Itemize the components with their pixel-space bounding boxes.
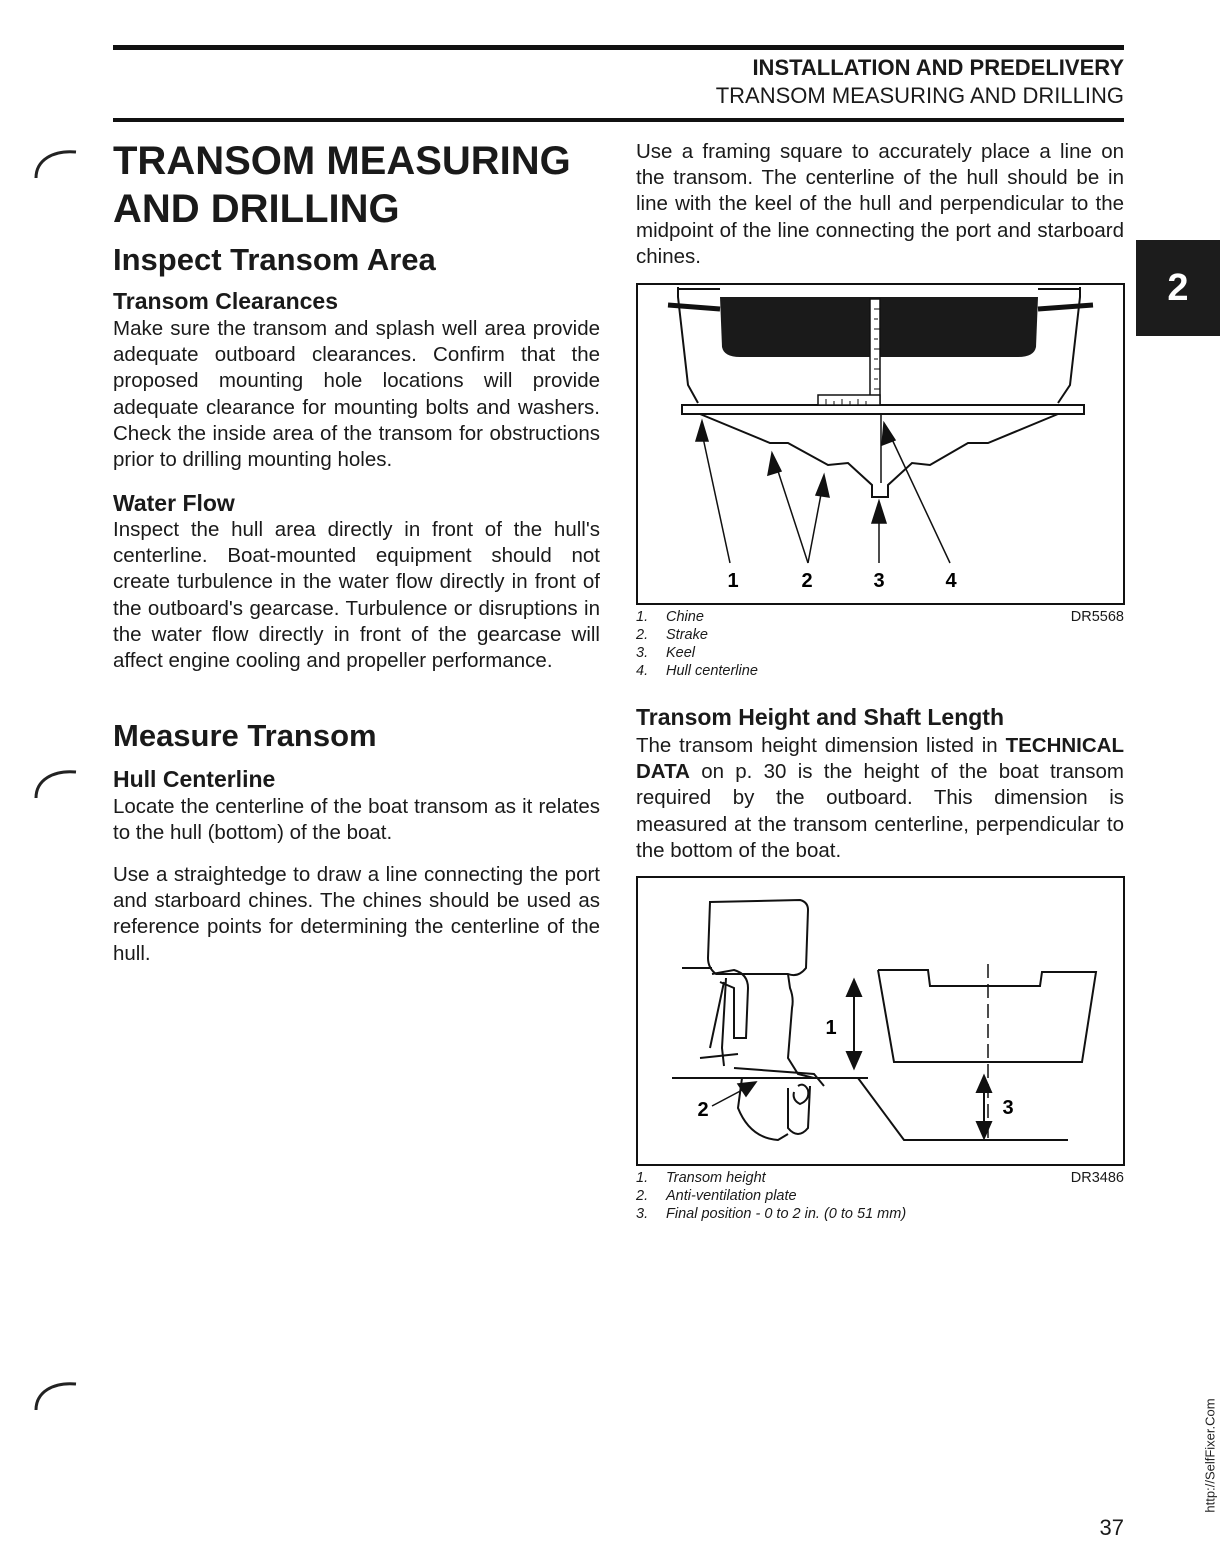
transom-height-figure [636,876,1125,1166]
figure2-code: DR3486 [1070,1170,1124,1186]
punch-hole-mark [28,1372,98,1412]
header-top-rule [113,45,1124,50]
callout-2-arrow [712,1082,756,1106]
waterflow-heading: Water Flow [113,490,235,516]
hull-diagram [638,285,1123,603]
outboard-motor-outline [700,900,824,1140]
inspect-heading: Inspect Transom Area [113,242,436,277]
page-title: TRANSOM MEASURING AND DRILLING [113,139,571,231]
caption-item: 1. Chine [636,609,704,625]
hull-bottom-outline [700,414,1058,497]
chapter-tab: 2 [1136,240,1220,336]
punch-hole-mark [28,760,98,800]
header-subsection: TRANSOM MEASURING AND DRILLING [715,83,1124,108]
punch-hole-mark [28,140,98,180]
figure1-code: DR5568 [1070,609,1124,625]
caption-item: 3. Keel [636,645,696,661]
centerline-heading: Hull Centerline [113,766,276,792]
page-number: 37 [1099,1515,1124,1540]
centerline-paragraph-2: Use a straightedge to draw a line connecting the port and starboard chines. The chines should be used as reference points for determining the centerline of the hull. [113,863,600,965]
dimension-arrow-3 [977,1076,991,1138]
centerline-paragraph-1: Locate the centerline of the boat transom as it relates to the hull (bottom) of the boat. [113,795,600,845]
callout-4: 4 [945,570,957,592]
clearances-paragraph: Make sure the transom and splash well area provide adequate outboard clearances. Confirm that the proposed mounting hole locations will provide adequate clearance for mounting bolts and washers. Check the inside area of the transom for obstructions prior to drilling mounting holes. [113,317,600,472]
caption-item: 1. Transom height [636,1170,766,1186]
watermark-url: http://SelfFixer.Com [1202,1398,1218,1513]
header-bottom-rule [113,118,1124,122]
dimension-arrow-1 [847,980,861,1068]
caption-item: 2. Strake [636,627,708,643]
clearances-heading: Transom Clearances [113,288,339,314]
figure2-caption-list [636,1169,906,1223]
caption-item: 2. Anti-ventilation plate [636,1188,797,1204]
height-heading: Transom Height and Shaft Length [636,704,1005,730]
header-section: INSTALLATION AND PREDELIVERY [752,55,1124,80]
callout-1: 1 [727,570,739,592]
hull-diagram-figure [636,283,1125,605]
framing-paragraph: Use a framing square to accurately place a line on the transom. The centerline of the hull should be in line with the keel of the hull and perpendicular to the midpoint of the line connecting the port and starboard chines. [636,140,1124,268]
callout-1: 1 [825,1017,837,1039]
straightedge-bar [682,405,1084,414]
callout-2: 2 [697,1099,709,1121]
callout-3: 3 [873,570,885,592]
measure-heading: Measure Transom [113,718,377,753]
transom-height-diagram [638,878,1123,1164]
callout-2: 2 [801,570,813,592]
height-paragraph: The transom height dimension listed in TECHNICAL DATA on p. 30 is the height of the boat transom required by the outboard. This dimension is measured at the transom centerline, perpendicular to the bottom of the boat. [636,734,1125,862]
caption-item: 4. Hull centerline [636,663,758,679]
caption-item: 3. Final position - 0 to 2 in. (0 to 51 mm) [636,1206,907,1222]
callout-arrows [696,421,950,563]
framing-square-horizontal [818,395,880,405]
waterflow-paragraph: Inspect the hull area directly in front of the hull's centerline. Boat-mounted equipment should not create turbulence in the water flow directly in front of the outboard's gearcase. Turbulence or disruptions in the water flow directly in front of the gearcase will affect engine cooling and propeller performance. [113,518,600,673]
callout-3: 3 [1002,1097,1014,1119]
figure1-caption-list [636,608,758,680]
